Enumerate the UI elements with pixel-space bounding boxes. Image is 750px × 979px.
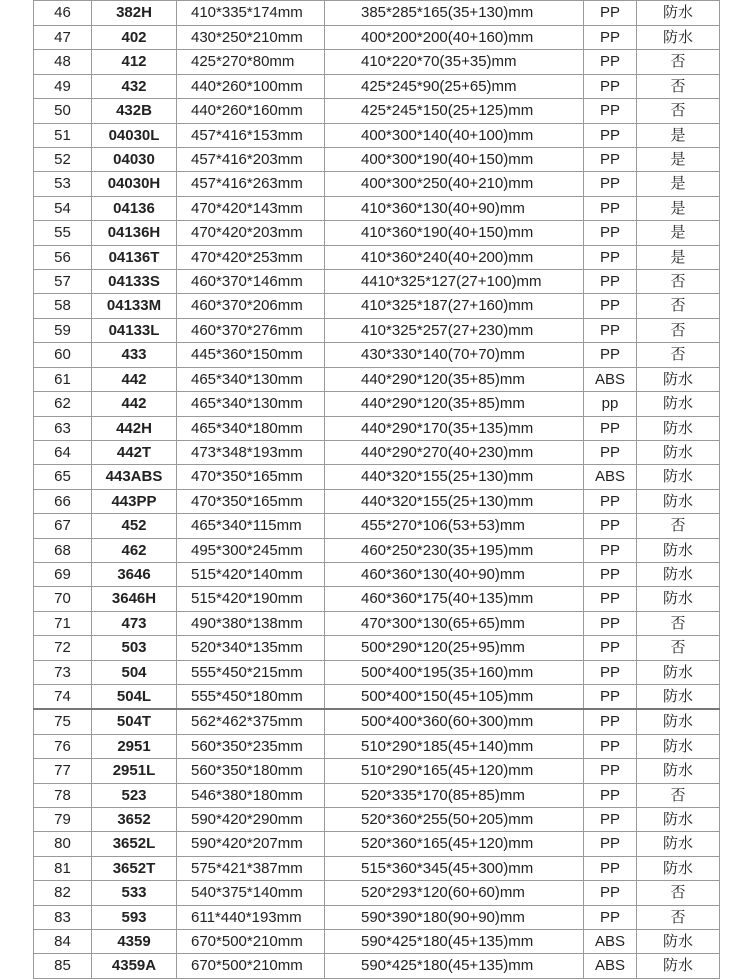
row-number-cell: 69 bbox=[34, 562, 92, 586]
material-cell: PP bbox=[584, 759, 637, 783]
outer-size-cell: 473*348*193mm bbox=[177, 440, 325, 464]
model-cell: 504L bbox=[92, 684, 177, 709]
waterproof-cell: 防水 bbox=[637, 954, 720, 978]
outer-size-cell: 470*350*165mm bbox=[177, 465, 325, 489]
outer-size-cell: 560*350*180mm bbox=[177, 759, 325, 783]
table-row bbox=[34, 367, 720, 391]
outer-size-cell: 546*380*180mm bbox=[177, 783, 325, 807]
outer-size-cell: 457*416*263mm bbox=[177, 172, 325, 196]
waterproof-cell: 否 bbox=[637, 270, 720, 294]
model-cell: 504T bbox=[92, 709, 177, 734]
outer-size-cell: 555*450*180mm bbox=[177, 684, 325, 709]
row-number-cell: 78 bbox=[34, 783, 92, 807]
row-number-cell: 51 bbox=[34, 123, 92, 147]
model-cell: 3652T bbox=[92, 856, 177, 880]
table-row bbox=[34, 245, 720, 269]
material-cell: PP bbox=[584, 538, 637, 562]
model-cell: 442T bbox=[92, 440, 177, 464]
material-cell: PP bbox=[584, 587, 637, 611]
table-row bbox=[34, 562, 720, 586]
material-cell: PP bbox=[584, 221, 637, 245]
model-cell: 533 bbox=[92, 881, 177, 905]
row-number-cell: 73 bbox=[34, 660, 92, 684]
waterproof-cell: 防水 bbox=[637, 734, 720, 758]
row-number-cell: 84 bbox=[34, 930, 92, 954]
material-cell: PP bbox=[584, 99, 637, 123]
row-number-cell: 79 bbox=[34, 808, 92, 832]
table-row bbox=[34, 221, 720, 245]
model-cell: 04133L bbox=[92, 318, 177, 342]
material-cell: PP bbox=[584, 196, 637, 220]
row-number-cell: 74 bbox=[34, 684, 92, 709]
inner-size-cell: 410*360*130(40+90)mm bbox=[325, 196, 584, 220]
waterproof-cell: 是 bbox=[637, 148, 720, 172]
table-row bbox=[34, 26, 720, 50]
waterproof-cell: 防水 bbox=[637, 930, 720, 954]
waterproof-cell: 防水 bbox=[637, 562, 720, 586]
material-cell: ABS bbox=[584, 367, 637, 391]
model-cell: 3646 bbox=[92, 562, 177, 586]
table-row bbox=[34, 954, 720, 978]
model-cell: 04030H bbox=[92, 172, 177, 196]
table-row bbox=[34, 318, 720, 342]
inner-size-cell: 460*360*130(40+90)mm bbox=[325, 562, 584, 586]
table-row bbox=[34, 440, 720, 464]
waterproof-cell: 否 bbox=[637, 881, 720, 905]
inner-size-cell: 410*360*190(40+150)mm bbox=[325, 221, 584, 245]
waterproof-cell: 防水 bbox=[637, 26, 720, 50]
material-cell: PP bbox=[584, 636, 637, 660]
inner-size-cell: 515*360*345(45+300)mm bbox=[325, 856, 584, 880]
material-cell: PP bbox=[584, 123, 637, 147]
material-cell: PP bbox=[584, 318, 637, 342]
material-cell: PP bbox=[584, 343, 637, 367]
table-row bbox=[34, 99, 720, 123]
inner-size-cell: 500*290*120(25+95)mm bbox=[325, 636, 584, 660]
inner-size-cell: 4410*325*127(27+100)mm bbox=[325, 270, 584, 294]
material-cell: ABS bbox=[584, 465, 637, 489]
inner-size-cell: 385*285*165(35+130)mm bbox=[325, 1, 584, 26]
model-cell: 2951L bbox=[92, 759, 177, 783]
row-number-cell: 61 bbox=[34, 367, 92, 391]
waterproof-cell: 防水 bbox=[637, 856, 720, 880]
waterproof-cell: 防水 bbox=[637, 416, 720, 440]
row-number-cell: 71 bbox=[34, 611, 92, 635]
material-cell: PP bbox=[584, 440, 637, 464]
row-number-cell: 63 bbox=[34, 416, 92, 440]
material-cell: PP bbox=[584, 1, 637, 26]
material-cell: PP bbox=[584, 660, 637, 684]
waterproof-cell: 否 bbox=[637, 514, 720, 538]
table-row bbox=[34, 148, 720, 172]
model-cell: 523 bbox=[92, 783, 177, 807]
model-cell: 443PP bbox=[92, 489, 177, 513]
outer-size-cell: 540*375*140mm bbox=[177, 881, 325, 905]
outer-size-cell: 520*340*135mm bbox=[177, 636, 325, 660]
inner-size-cell: 440*290*120(35+85)mm bbox=[325, 367, 584, 391]
outer-size-cell: 560*350*235mm bbox=[177, 734, 325, 758]
outer-size-cell: 440*260*100mm bbox=[177, 74, 325, 98]
waterproof-cell: 防水 bbox=[637, 489, 720, 513]
model-cell: 04136H bbox=[92, 221, 177, 245]
table-row bbox=[34, 1, 720, 26]
model-cell: 412 bbox=[92, 50, 177, 74]
outer-size-cell: 490*380*138mm bbox=[177, 611, 325, 635]
inner-size-cell: 500*400*360(60+300)mm bbox=[325, 709, 584, 734]
table-row bbox=[34, 660, 720, 684]
row-number-cell: 66 bbox=[34, 489, 92, 513]
inner-size-cell: 440*290*270(40+230)mm bbox=[325, 440, 584, 464]
row-number-cell: 64 bbox=[34, 440, 92, 464]
material-cell: PP bbox=[584, 881, 637, 905]
waterproof-cell: 防水 bbox=[637, 587, 720, 611]
waterproof-cell: 是 bbox=[637, 221, 720, 245]
inner-size-cell: 460*360*175(40+135)mm bbox=[325, 587, 584, 611]
row-number-cell: 82 bbox=[34, 881, 92, 905]
table-row bbox=[34, 684, 720, 709]
outer-size-cell: 611*440*193mm bbox=[177, 905, 325, 929]
row-number-cell: 81 bbox=[34, 856, 92, 880]
outer-size-cell: 562*462*375mm bbox=[177, 709, 325, 734]
material-cell: ABS bbox=[584, 930, 637, 954]
table-row bbox=[34, 611, 720, 635]
waterproof-cell: 否 bbox=[637, 343, 720, 367]
inner-size-cell: 590*425*180(45+135)mm bbox=[325, 930, 584, 954]
inner-size-cell: 590*425*180(45+135)mm bbox=[325, 954, 584, 978]
outer-size-cell: 460*370*146mm bbox=[177, 270, 325, 294]
model-cell: 443ABS bbox=[92, 465, 177, 489]
outer-size-cell: 470*350*165mm bbox=[177, 489, 325, 513]
material-cell: PP bbox=[584, 514, 637, 538]
table-row bbox=[34, 636, 720, 660]
waterproof-cell: 防水 bbox=[637, 1, 720, 26]
table-row bbox=[34, 538, 720, 562]
model-cell: 04136 bbox=[92, 196, 177, 220]
model-cell: 04030 bbox=[92, 148, 177, 172]
model-cell: 04133M bbox=[92, 294, 177, 318]
table-row bbox=[34, 905, 720, 929]
waterproof-cell: 防水 bbox=[637, 832, 720, 856]
inner-size-cell: 440*290*170(35+135)mm bbox=[325, 416, 584, 440]
row-number-cell: 65 bbox=[34, 465, 92, 489]
outer-size-cell: 460*370*276mm bbox=[177, 318, 325, 342]
material-cell: PP bbox=[584, 856, 637, 880]
inner-size-cell: 470*300*130(65+65)mm bbox=[325, 611, 584, 635]
table-row bbox=[34, 465, 720, 489]
waterproof-cell: 是 bbox=[637, 196, 720, 220]
inner-size-cell: 460*250*230(35+195)mm bbox=[325, 538, 584, 562]
model-cell: 3646H bbox=[92, 587, 177, 611]
model-cell: 452 bbox=[92, 514, 177, 538]
material-cell: PP bbox=[584, 172, 637, 196]
row-number-cell: 75 bbox=[34, 709, 92, 734]
spec-table bbox=[33, 0, 720, 979]
waterproof-cell: 否 bbox=[637, 294, 720, 318]
model-cell: 4359 bbox=[92, 930, 177, 954]
waterproof-cell: 否 bbox=[637, 636, 720, 660]
table-row bbox=[34, 930, 720, 954]
material-cell: PP bbox=[584, 611, 637, 635]
material-cell: PP bbox=[584, 245, 637, 269]
row-number-cell: 55 bbox=[34, 221, 92, 245]
inner-size-cell: 500*400*195(35+160)mm bbox=[325, 660, 584, 684]
waterproof-cell: 否 bbox=[637, 99, 720, 123]
waterproof-cell: 防水 bbox=[637, 392, 720, 416]
outer-size-cell: 470*420*143mm bbox=[177, 196, 325, 220]
material-cell: PP bbox=[584, 416, 637, 440]
outer-size-cell: 555*450*215mm bbox=[177, 660, 325, 684]
row-number-cell: 83 bbox=[34, 905, 92, 929]
row-number-cell: 80 bbox=[34, 832, 92, 856]
inner-size-cell: 425*245*90(25+65)mm bbox=[325, 74, 584, 98]
table-row bbox=[34, 734, 720, 758]
model-cell: 4359A bbox=[92, 954, 177, 978]
outer-size-cell: 445*360*150mm bbox=[177, 343, 325, 367]
inner-size-cell: 400*200*200(40+160)mm bbox=[325, 26, 584, 50]
outer-size-cell: 410*335*174mm bbox=[177, 1, 325, 26]
material-cell: PP bbox=[584, 50, 637, 74]
model-cell: 442H bbox=[92, 416, 177, 440]
model-cell: 473 bbox=[92, 611, 177, 635]
model-cell: 593 bbox=[92, 905, 177, 929]
outer-size-cell: 670*500*210mm bbox=[177, 954, 325, 978]
table-row bbox=[34, 74, 720, 98]
inner-size-cell: 425*245*150(25+125)mm bbox=[325, 99, 584, 123]
table-row bbox=[34, 759, 720, 783]
waterproof-cell: 防水 bbox=[637, 759, 720, 783]
waterproof-cell: 否 bbox=[637, 611, 720, 635]
table-row bbox=[34, 343, 720, 367]
model-cell: 504 bbox=[92, 660, 177, 684]
inner-size-cell: 440*320*155(25+130)mm bbox=[325, 465, 584, 489]
outer-size-cell: 457*416*203mm bbox=[177, 148, 325, 172]
waterproof-cell: 防水 bbox=[637, 440, 720, 464]
material-cell: PP bbox=[584, 905, 637, 929]
table-row bbox=[34, 856, 720, 880]
model-cell: 382H bbox=[92, 1, 177, 26]
material-cell: PP bbox=[584, 74, 637, 98]
waterproof-cell: 防水 bbox=[637, 808, 720, 832]
row-number-cell: 77 bbox=[34, 759, 92, 783]
inner-size-cell: 590*390*180(90+90)mm bbox=[325, 905, 584, 929]
inner-size-cell: 510*290*185(45+140)mm bbox=[325, 734, 584, 758]
row-number-cell: 59 bbox=[34, 318, 92, 342]
inner-size-cell: 520*360*165(45+120)mm bbox=[325, 832, 584, 856]
outer-size-cell: 430*250*210mm bbox=[177, 26, 325, 50]
waterproof-cell: 防水 bbox=[637, 367, 720, 391]
outer-size-cell: 465*340*130mm bbox=[177, 367, 325, 391]
row-number-cell: 57 bbox=[34, 270, 92, 294]
model-cell: 432 bbox=[92, 74, 177, 98]
material-cell: PP bbox=[584, 808, 637, 832]
waterproof-cell: 是 bbox=[637, 123, 720, 147]
table-row bbox=[34, 881, 720, 905]
table-row bbox=[34, 514, 720, 538]
outer-size-cell: 495*300*245mm bbox=[177, 538, 325, 562]
row-number-cell: 58 bbox=[34, 294, 92, 318]
row-number-cell: 54 bbox=[34, 196, 92, 220]
waterproof-cell: 是 bbox=[637, 245, 720, 269]
outer-size-cell: 470*420*253mm bbox=[177, 245, 325, 269]
waterproof-cell: 否 bbox=[637, 905, 720, 929]
inner-size-cell: 410*360*240(40+200)mm bbox=[325, 245, 584, 269]
waterproof-cell: 否 bbox=[637, 318, 720, 342]
inner-size-cell: 440*290*120(35+85)mm bbox=[325, 392, 584, 416]
outer-size-cell: 460*370*206mm bbox=[177, 294, 325, 318]
outer-size-cell: 575*421*387mm bbox=[177, 856, 325, 880]
row-number-cell: 67 bbox=[34, 514, 92, 538]
material-cell: PP bbox=[584, 734, 637, 758]
table-row bbox=[34, 832, 720, 856]
waterproof-cell: 防水 bbox=[637, 660, 720, 684]
inner-size-cell: 510*290*165(45+120)mm bbox=[325, 759, 584, 783]
waterproof-cell: 防水 bbox=[637, 709, 720, 734]
inner-size-cell: 410*325*187(27+160)mm bbox=[325, 294, 584, 318]
row-number-cell: 85 bbox=[34, 954, 92, 978]
outer-size-cell: 670*500*210mm bbox=[177, 930, 325, 954]
inner-size-cell: 400*300*250(40+210)mm bbox=[325, 172, 584, 196]
inner-size-cell: 500*400*150(45+105)mm bbox=[325, 684, 584, 709]
waterproof-cell: 防水 bbox=[637, 538, 720, 562]
row-number-cell: 52 bbox=[34, 148, 92, 172]
material-cell: PP bbox=[584, 684, 637, 709]
outer-size-cell: 440*260*160mm bbox=[177, 99, 325, 123]
row-number-cell: 50 bbox=[34, 99, 92, 123]
outer-size-cell: 470*420*203mm bbox=[177, 221, 325, 245]
table-row bbox=[34, 489, 720, 513]
model-cell: 503 bbox=[92, 636, 177, 660]
row-number-cell: 48 bbox=[34, 50, 92, 74]
material-cell: PP bbox=[584, 294, 637, 318]
outer-size-cell: 465*340*115mm bbox=[177, 514, 325, 538]
inner-size-cell: 400*300*140(40+100)mm bbox=[325, 123, 584, 147]
row-number-cell: 62 bbox=[34, 392, 92, 416]
table-row bbox=[34, 709, 720, 734]
inner-size-cell: 520*335*170(85+85)mm bbox=[325, 783, 584, 807]
waterproof-cell: 否 bbox=[637, 50, 720, 74]
table-row bbox=[34, 196, 720, 220]
outer-size-cell: 590*420*290mm bbox=[177, 808, 325, 832]
spec-table-body bbox=[34, 1, 720, 979]
model-cell: 462 bbox=[92, 538, 177, 562]
row-number-cell: 47 bbox=[34, 26, 92, 50]
model-cell: 04133S bbox=[92, 270, 177, 294]
inner-size-cell: 520*293*120(60+60)mm bbox=[325, 881, 584, 905]
model-cell: 432B bbox=[92, 99, 177, 123]
row-number-cell: 56 bbox=[34, 245, 92, 269]
material-cell: PP bbox=[584, 709, 637, 734]
model-cell: 04136T bbox=[92, 245, 177, 269]
row-number-cell: 76 bbox=[34, 734, 92, 758]
table-row bbox=[34, 270, 720, 294]
table-row bbox=[34, 123, 720, 147]
outer-size-cell: 465*340*130mm bbox=[177, 392, 325, 416]
material-cell: ABS bbox=[584, 954, 637, 978]
waterproof-cell: 是 bbox=[637, 172, 720, 196]
outer-size-cell: 457*416*153mm bbox=[177, 123, 325, 147]
model-cell: 3652 bbox=[92, 808, 177, 832]
material-cell: PP bbox=[584, 270, 637, 294]
material-cell: PP bbox=[584, 783, 637, 807]
table-row bbox=[34, 783, 720, 807]
row-number-cell: 53 bbox=[34, 172, 92, 196]
table-row bbox=[34, 808, 720, 832]
material-cell: PP bbox=[584, 562, 637, 586]
row-number-cell: 49 bbox=[34, 74, 92, 98]
model-cell: 433 bbox=[92, 343, 177, 367]
row-number-cell: 70 bbox=[34, 587, 92, 611]
outer-size-cell: 515*420*140mm bbox=[177, 562, 325, 586]
model-cell: 442 bbox=[92, 392, 177, 416]
model-cell: 442 bbox=[92, 367, 177, 391]
material-cell: PP bbox=[584, 832, 637, 856]
table-row bbox=[34, 416, 720, 440]
inner-size-cell: 440*320*155(25+130)mm bbox=[325, 489, 584, 513]
inner-size-cell: 430*330*140(70+70)mm bbox=[325, 343, 584, 367]
model-cell: 2951 bbox=[92, 734, 177, 758]
table-row bbox=[34, 392, 720, 416]
inner-size-cell: 455*270*106(53+53)mm bbox=[325, 514, 584, 538]
outer-size-cell: 465*340*180mm bbox=[177, 416, 325, 440]
material-cell: pp bbox=[584, 392, 637, 416]
material-cell: PP bbox=[584, 489, 637, 513]
outer-size-cell: 425*270*80mm bbox=[177, 50, 325, 74]
waterproof-cell: 防水 bbox=[637, 465, 720, 489]
row-number-cell: 60 bbox=[34, 343, 92, 367]
outer-size-cell: 515*420*190mm bbox=[177, 587, 325, 611]
row-number-cell: 72 bbox=[34, 636, 92, 660]
model-cell: 04030L bbox=[92, 123, 177, 147]
model-cell: 3652L bbox=[92, 832, 177, 856]
waterproof-cell: 防水 bbox=[637, 684, 720, 709]
row-number-cell: 68 bbox=[34, 538, 92, 562]
table-row bbox=[34, 294, 720, 318]
outer-size-cell: 590*420*207mm bbox=[177, 832, 325, 856]
inner-size-cell: 520*360*255(50+205)mm bbox=[325, 808, 584, 832]
table-row bbox=[34, 172, 720, 196]
inner-size-cell: 410*325*257(27+230)mm bbox=[325, 318, 584, 342]
table-row bbox=[34, 587, 720, 611]
table-row bbox=[34, 50, 720, 74]
waterproof-cell: 否 bbox=[637, 74, 720, 98]
material-cell: PP bbox=[584, 148, 637, 172]
material-cell: PP bbox=[584, 26, 637, 50]
model-cell: 402 bbox=[92, 26, 177, 50]
row-number-cell: 46 bbox=[34, 1, 92, 26]
waterproof-cell: 否 bbox=[637, 783, 720, 807]
inner-size-cell: 410*220*70(35+35)mm bbox=[325, 50, 584, 74]
inner-size-cell: 400*300*190(40+150)mm bbox=[325, 148, 584, 172]
